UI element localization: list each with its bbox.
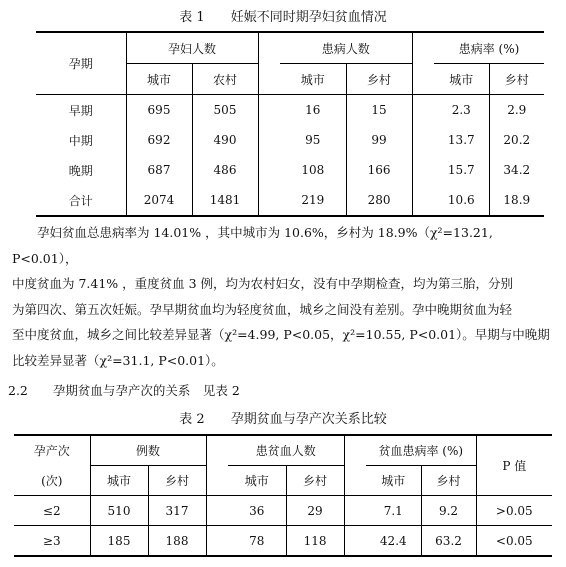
row-label: ≥3 — [42, 533, 61, 548]
table-cell: 118 — [286, 526, 344, 557]
table-cell: 34.2 — [489, 155, 544, 185]
table1 — [36, 31, 544, 217]
table-cell: 166 — [346, 155, 412, 185]
table-cell: 99 — [346, 125, 412, 155]
paragraph-line: 为第四次、第五次妊娠。孕早期贫血均为轻度贫血，城乡之间没有差别。孕中晚期贫血为轻 — [12, 301, 513, 317]
table-cell: 695 — [126, 95, 192, 126]
table-row — [36, 125, 544, 155]
table-cell: 20.2 — [489, 125, 544, 155]
table-cell: 692 — [126, 125, 192, 155]
table-cell: 78 — [249, 533, 265, 548]
table-cell: 15 — [346, 95, 412, 126]
table1-sub-header: 乡村 — [346, 64, 412, 95]
table-cell: 36 — [228, 496, 286, 526]
table1-header-period: 孕期 — [36, 32, 126, 95]
table-cell: 95 — [305, 133, 321, 147]
table1-sub-header: 城市 — [434, 64, 489, 95]
table-cell: 185 — [90, 526, 148, 557]
table1-sub-header: 农村 — [192, 64, 258, 95]
table2-sub-header: 乡村 — [148, 466, 206, 496]
row-label: 晚期 — [68, 163, 93, 178]
body-paragraph — [12, 220, 560, 373]
table-cell: 687 — [126, 155, 192, 185]
table1-title: 表 1 妊娠不同时期孕妇贫血情况 — [179, 10, 387, 25]
table-cell: 505 — [192, 95, 258, 126]
table2-sub-header: 乡村 — [421, 466, 476, 496]
table1-sub-header: 乡村 — [489, 64, 544, 95]
table-cell: 2074 — [126, 185, 192, 216]
paragraph-line: 中度贫血为 7.41% ，重度贫血 3 例，均为农村妇女，没有中孕期检查，均为第三胎，分别 — [12, 276, 514, 291]
table2-sub-header: 乡村 — [286, 466, 344, 496]
paragraph-line: 至中度贫血，城乡之间比较差异显著（χ²=4.99, P<0.05，χ²=10.55, P<0.01）。早期与中晚期 — [12, 327, 550, 342]
table-cell: 15.7 — [447, 163, 475, 177]
table1-header-sick: 患病人数 — [280, 32, 412, 64]
table-cell: 108 — [301, 163, 325, 177]
table2-header-rate: 贫血患病率 (%) — [366, 435, 476, 466]
table-cell: 2.9 — [489, 95, 544, 126]
table2-header-anemia: 患贫血人数 — [228, 435, 344, 466]
table-row — [36, 185, 544, 216]
table-cell: 490 — [192, 125, 258, 155]
table2 — [14, 434, 552, 557]
table-cell: 510 — [90, 496, 148, 526]
row-label: 早期 — [68, 103, 93, 118]
table-cell: 188 — [148, 526, 206, 557]
table2-header-p: P 值 — [476, 435, 552, 496]
table-row — [14, 496, 552, 526]
table-cell: 317 — [148, 496, 206, 526]
table2-sub-header: 城市 — [228, 466, 286, 496]
section-heading: 2.2 孕期贫血与孕产次的关系 见表 2 — [8, 383, 240, 398]
table-cell: 63.2 — [421, 526, 476, 557]
table2-header-parity-unit: (次) — [14, 466, 90, 496]
p-value: <0.05 — [476, 526, 552, 557]
p-value: >0.05 — [476, 496, 552, 526]
row-label: 中期 — [68, 133, 93, 148]
table-cell: 1481 — [192, 185, 258, 216]
paragraph-line: 孕妇贫血总患病率为 14.01% ，其中城市为 10.6%，乡村为 18.9%（χ²=13.21, P<0.01）， — [12, 225, 493, 266]
paragraph-line: 比较差异显著（χ²=31.1, P<0.01）。 — [12, 352, 224, 368]
table2-header-parity: 孕产次 — [33, 444, 70, 459]
table1-header-rate: 患病率 (%) — [434, 32, 544, 64]
table-cell: 29 — [286, 496, 344, 526]
table1-sub-header: 城市 — [126, 64, 192, 95]
table-row — [36, 95, 544, 126]
table-row — [36, 155, 544, 185]
table1-header-women: 孕妇人数 — [126, 32, 258, 64]
table-cell: 486 — [192, 155, 258, 185]
table2-sub-header: 城市 — [90, 466, 148, 496]
table-cell: 219 — [301, 193, 325, 207]
table2-title: 表 2 孕期贫血与孕产次关系比较 — [179, 412, 387, 427]
table2-header-cases: 例数 — [90, 435, 206, 466]
table-cell: 2.3 — [451, 103, 471, 117]
table-cell: 16 — [305, 103, 321, 117]
table-row — [14, 526, 552, 557]
table2-sub-header: 城市 — [366, 466, 421, 496]
row-label: 合计 — [68, 193, 93, 208]
table-cell: 10.6 — [447, 193, 475, 207]
table-cell: 7.1 — [366, 496, 421, 526]
table1-sub-header: 城市 — [280, 64, 346, 95]
table-cell: 18.9 — [489, 185, 544, 216]
table-cell: 9.2 — [421, 496, 476, 526]
row-label: ≤2 — [14, 496, 90, 526]
table-cell: 280 — [346, 185, 412, 216]
table-cell: 13.7 — [447, 133, 475, 147]
table-cell: 42.4 — [379, 533, 407, 548]
